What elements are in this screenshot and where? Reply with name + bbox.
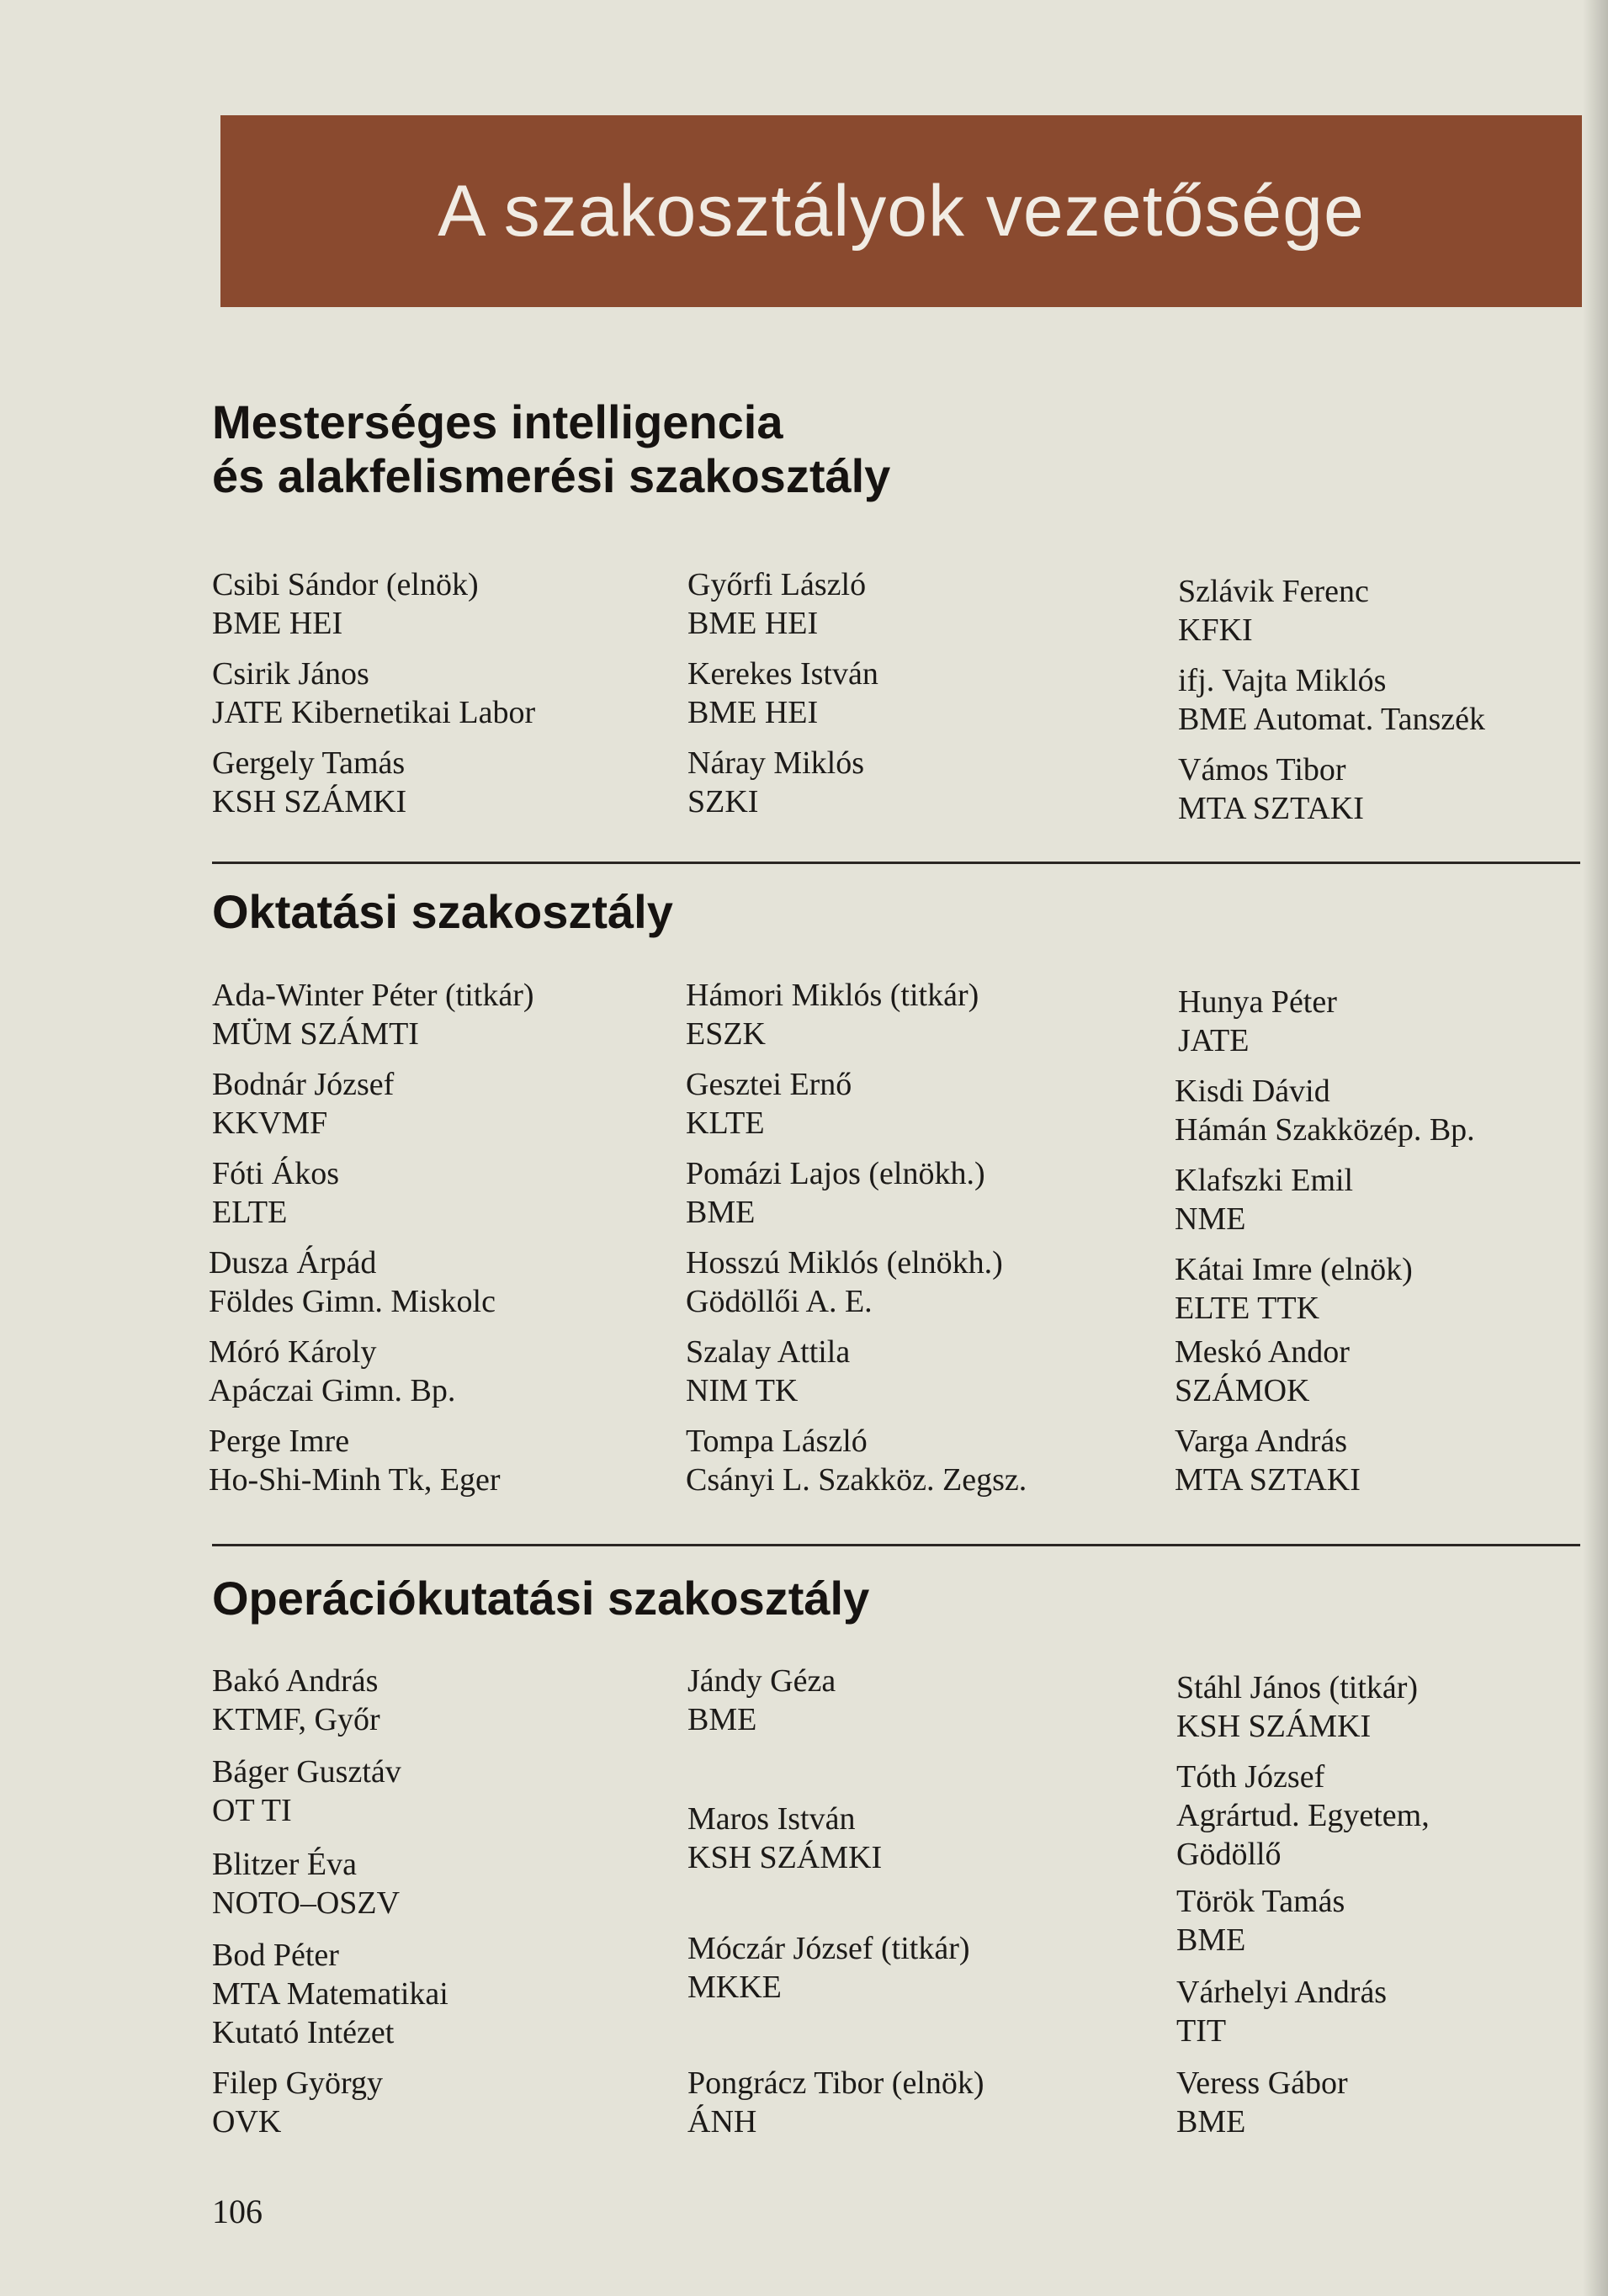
member-affiliation: BME HEI <box>212 606 343 641</box>
member-affiliation: BME <box>1176 1922 1246 1958</box>
member-entry <box>1175 1422 1608 1499</box>
page-title: A szakosztályok vezetősége <box>438 170 1365 252</box>
member-entry <box>1176 1668 1608 1746</box>
member-entry <box>1178 661 1608 739</box>
member-affiliation: TIT <box>1176 2013 1227 2049</box>
member-entry <box>686 1154 1157 1232</box>
section-title-education <box>212 885 673 939</box>
member-affiliation: NME <box>1175 1201 1246 1237</box>
member-name: Fóti Ákos <box>212 1156 339 1191</box>
member-name: Dusza Árpád <box>209 1245 377 1281</box>
member-affiliation: KSH SZÁMKI <box>1176 1709 1372 1744</box>
member-entry <box>687 2064 1159 2141</box>
member-affiliation: BME HEI <box>687 695 819 730</box>
member-entry <box>1175 1333 1608 1410</box>
member-name: Gesztei Ernő <box>686 1067 852 1102</box>
section-title-ai <box>212 395 890 503</box>
section-title-line: Operációkutatási szakosztály <box>212 1572 870 1625</box>
member-affiliation: KKVMF <box>212 1106 328 1141</box>
member-affiliation: MTA SZTAKI <box>1175 1462 1361 1498</box>
member-entry <box>1176 1973 1608 2050</box>
member-entry <box>209 1243 680 1321</box>
member-affiliation: Agrártud. Egyetem, <box>1176 1798 1430 1833</box>
member-affiliation: Földes Gimn. Miskolc <box>209 1284 496 1319</box>
member-name: Móczár József (titkár) <box>687 1931 970 1966</box>
member-name: Náray Miklós <box>687 745 865 781</box>
section-title-line: és alakfelismerési szakosztály <box>212 449 891 502</box>
member-affiliation: ELTE TTK <box>1175 1291 1320 1326</box>
member-entry <box>687 1662 1159 1739</box>
member-affiliation: Gödöllő <box>1176 1837 1282 1872</box>
member-name: Várhelyi András <box>1176 1975 1388 2010</box>
member-entry <box>686 1065 1157 1143</box>
member-name: Győrfi László <box>687 567 867 602</box>
member-entry <box>212 1845 683 1922</box>
member-name: Tompa László <box>686 1424 868 1459</box>
member-affiliation: ELTE <box>212 1195 288 1230</box>
member-name: Ada-Winter Péter (titkár) <box>212 978 534 1013</box>
member-affiliation: SZÁMOK <box>1175 1373 1310 1408</box>
member-name: Bakó András <box>212 1663 379 1699</box>
member-entry <box>209 1333 680 1410</box>
member-affiliation: OT TI <box>212 1793 292 1828</box>
member-affiliation: NIM TK <box>686 1373 799 1408</box>
member-affiliation: MTA Matematikai <box>212 1976 448 2012</box>
member-name: Veress Gábor <box>1176 2065 1348 2101</box>
member-affiliation: MTA SZTAKI <box>1178 791 1364 826</box>
member-name: Hunya Péter <box>1178 984 1337 1020</box>
member-entry <box>1178 983 1608 1060</box>
member-name: Kerekes István <box>687 656 878 692</box>
member-name: Bod Péter <box>212 1938 339 1973</box>
member-entry <box>209 1422 680 1499</box>
member-name: Vámos Tibor <box>1178 752 1346 787</box>
member-name: Pongrácz Tibor (elnök) <box>687 2065 984 2101</box>
member-name: Hámori Miklós (titkár) <box>686 978 979 1013</box>
section-divider <box>212 1544 1580 1546</box>
member-affiliation: BME <box>687 1702 757 1737</box>
section-divider <box>212 862 1580 864</box>
member-name: Filep György <box>212 2065 384 2101</box>
member-name: Báger Gusztáv <box>212 1754 401 1790</box>
member-name: ifj. Vajta Miklós <box>1178 663 1387 698</box>
member-entry <box>686 1422 1157 1499</box>
member-name: Jándy Géza <box>687 1663 836 1699</box>
member-entry <box>1175 1161 1608 1238</box>
member-name: Blitzer Éva <box>212 1847 357 1882</box>
member-affiliation: BME <box>686 1195 756 1230</box>
member-affiliation: Gödöllői A. E. <box>686 1284 873 1319</box>
member-name: Bodnár József <box>212 1067 395 1102</box>
member-name: Hosszú Miklós (elnökh.) <box>686 1245 1003 1281</box>
member-affiliation: KFKI <box>1178 612 1253 648</box>
member-affiliation: KTMF, Győr <box>212 1702 380 1737</box>
member-entry <box>212 1936 683 2052</box>
member-entry <box>212 1752 683 1830</box>
member-affiliation: JATE <box>1178 1023 1250 1058</box>
page-number: 106 <box>212 2193 263 2230</box>
member-affiliation: MÜM SZÁMTI <box>212 1016 419 1052</box>
member-entry <box>212 1065 683 1143</box>
member-name: Szlávik Ferenc <box>1178 574 1369 609</box>
member-affiliation: Kutató Intézet <box>212 2015 395 2050</box>
member-name: Stáhl János (titkár) <box>1176 1670 1419 1705</box>
member-name: Török Tamás <box>1176 1884 1345 1919</box>
member-affiliation: KSH SZÁMKI <box>687 1840 883 1875</box>
member-entry <box>1175 1072 1608 1149</box>
member-affiliation: OVK <box>212 2104 282 2140</box>
member-name: Móró Károly <box>209 1334 377 1370</box>
member-affiliation: KLTE <box>686 1106 765 1141</box>
member-entry <box>212 976 683 1053</box>
member-affiliation: Apáczai Gimn. Bp. <box>209 1373 456 1408</box>
member-name: Szalay Attila <box>686 1334 851 1370</box>
member-entry <box>687 1800 1159 1877</box>
member-entry <box>687 1929 1159 2007</box>
section-title-line: Oktatási szakosztály <box>212 885 673 938</box>
member-entry <box>1178 750 1608 828</box>
member-affiliation: BME HEI <box>687 606 819 641</box>
member-affiliation: JATE Kibernetikai Labor <box>212 695 536 730</box>
member-affiliation: SZKI <box>687 784 759 819</box>
title-banner <box>220 115 1582 307</box>
member-entry <box>1175 1250 1608 1328</box>
member-name: Kisdi Dávid <box>1175 1074 1330 1109</box>
member-entry <box>212 1154 683 1232</box>
section-title-operations-research <box>212 1572 869 1625</box>
member-name: Tóth József <box>1176 1759 1325 1795</box>
member-entry <box>1178 572 1608 650</box>
member-name: Pomázi Lajos (elnökh.) <box>686 1156 985 1191</box>
member-affiliation: BME Automat. Tanszék <box>1178 702 1485 737</box>
member-entry <box>686 976 1157 1053</box>
member-affiliation: ÁNH <box>687 2104 757 2140</box>
member-entry <box>687 744 1159 821</box>
member-entry <box>212 565 683 643</box>
member-name: Kátai Imre (elnök) <box>1175 1252 1413 1287</box>
member-name: Gergely Tamás <box>212 745 406 781</box>
member-entry <box>687 655 1159 732</box>
member-name: Klafszki Emil <box>1175 1163 1354 1198</box>
member-entry <box>212 1662 683 1739</box>
member-affiliation: BME <box>1176 2104 1246 2140</box>
member-affiliation: Csányi L. Szakköz. Zegsz. <box>686 1462 1027 1498</box>
member-name: Varga András <box>1175 1424 1348 1459</box>
member-affiliation: KSH SZÁMKI <box>212 784 407 819</box>
member-affiliation: MKKE <box>687 1970 782 2005</box>
member-entry <box>686 1243 1157 1321</box>
member-affiliation: Hámán Szakközép. Bp. <box>1175 1112 1475 1148</box>
member-entry <box>1176 2064 1608 2141</box>
section-title-line: Mesterséges intelligencia <box>212 395 783 448</box>
member-name: Csirik János <box>212 656 369 692</box>
member-entry <box>1176 1882 1608 1959</box>
member-name: Csibi Sándor (elnök) <box>212 567 479 602</box>
member-entry <box>686 1333 1157 1410</box>
member-name: Meskó Andor <box>1175 1334 1350 1370</box>
member-affiliation: NOTO–OSZV <box>212 1885 401 1921</box>
member-affiliation: Ho-Shi-Minh Tk, Eger <box>209 1462 501 1498</box>
member-name: Maros István <box>687 1801 856 1837</box>
member-entry <box>687 565 1159 643</box>
member-entry <box>212 744 683 821</box>
member-entry <box>1176 1758 1608 1874</box>
member-entry <box>212 2064 683 2141</box>
member-name: Perge Imre <box>209 1424 350 1459</box>
member-affiliation: ESZK <box>686 1016 766 1052</box>
member-entry <box>212 655 683 732</box>
